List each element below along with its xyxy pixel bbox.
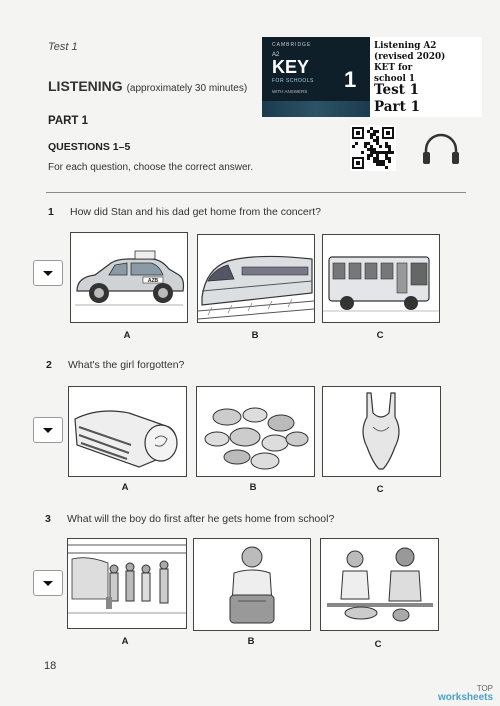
towel-illustration (69, 387, 186, 476)
question-3-answer-dropdown[interactable] (33, 570, 63, 596)
watermark-bottom: worksheets (438, 692, 494, 703)
title-line-2: (revised 2020) (374, 52, 446, 62)
question-3-number: 3 (45, 513, 51, 525)
taxi-illustration (71, 233, 187, 322)
question-2-option-a-label: A (121, 482, 129, 493)
part-label: PART 1 (48, 115, 89, 127)
page-number: 18 (44, 660, 57, 672)
watermark-top: TOP (476, 684, 494, 693)
title-part: Part 1 (374, 99, 420, 115)
question-3-option-a-label: A (121, 636, 129, 647)
taxi-sign: AZB (147, 278, 159, 284)
title-test: Test 1 (374, 82, 420, 98)
question-1-option-a-image (70, 232, 188, 323)
book-cover (262, 37, 370, 117)
chevron-down-icon (43, 428, 53, 433)
question-2-option-c-image (322, 386, 441, 477)
question-1-option-c-label: C (376, 330, 384, 341)
train-illustration (198, 235, 314, 322)
test-label: Test 1 (48, 41, 78, 53)
qr-code-icon[interactable] (350, 125, 396, 171)
question-2-option-c-label: C (376, 484, 384, 495)
cover-title: KEY (272, 57, 310, 77)
cover-brand: CAMBRIDGE (272, 42, 312, 48)
question-2-option-b-label: B (249, 482, 257, 493)
question-3-option-c-label: C (374, 639, 382, 650)
question-1-option-c-image (322, 234, 440, 323)
section-title (48, 78, 247, 94)
bus-illustration (323, 235, 439, 322)
swimsuit-illustration (323, 387, 440, 476)
cover-subtitle: FOR SCHOOLS (272, 78, 314, 84)
instructions: For each question, choose the correct answer. (48, 162, 254, 173)
question-2-text: What's the girl forgotten? (68, 359, 185, 371)
headphones-icon[interactable] (420, 128, 462, 170)
question-1-text: How did Stan and his dad get home from the concert? (70, 206, 321, 218)
question-1-option-b-image (197, 234, 315, 323)
cover-stripe (262, 101, 370, 117)
cover-number: 1 (344, 67, 357, 92)
question-1-option-a-label: A (123, 330, 131, 341)
question-1-option-b-label: B (251, 330, 259, 341)
chevron-down-icon (43, 271, 53, 276)
question-3-option-b-label: B (247, 636, 255, 647)
title-line-3: KET for (374, 63, 413, 73)
section-duration: (approximately 30 minutes) (126, 83, 248, 94)
question-3-text: What will the boy do first after he gets home from school? (67, 513, 335, 525)
questions-label: QUESTIONS 1–5 (48, 141, 131, 153)
station-queue-illustration (68, 539, 186, 628)
title-lines (374, 41, 445, 85)
kitchen-snack-illustration (321, 539, 438, 630)
divider (46, 192, 466, 193)
question-2-number: 2 (46, 359, 52, 371)
question-3-option-a-image (67, 538, 187, 629)
question-2-answer-dropdown[interactable] (33, 417, 63, 443)
cover-level: A2 (272, 52, 280, 58)
section-title-text: LISTENING (48, 78, 123, 94)
question-2-option-a-image (68, 386, 187, 477)
question-3-option-c-image (320, 538, 439, 631)
question-1-number: 1 (48, 206, 54, 218)
question-1-answer-dropdown[interactable] (33, 260, 63, 286)
cover-with-answers: WITH ANSWERS (272, 89, 308, 94)
chevron-down-icon (43, 581, 53, 586)
coins-illustration (197, 387, 314, 476)
watermark-logo (438, 684, 493, 702)
title-line-4: school 1 (374, 74, 415, 84)
question-3-option-b-image (193, 538, 311, 631)
boy-with-bag-illustration (194, 539, 310, 630)
question-2-option-b-image (196, 386, 315, 477)
title-line-1: Listening A2 (374, 41, 437, 51)
worksheet-title-box (370, 37, 482, 117)
